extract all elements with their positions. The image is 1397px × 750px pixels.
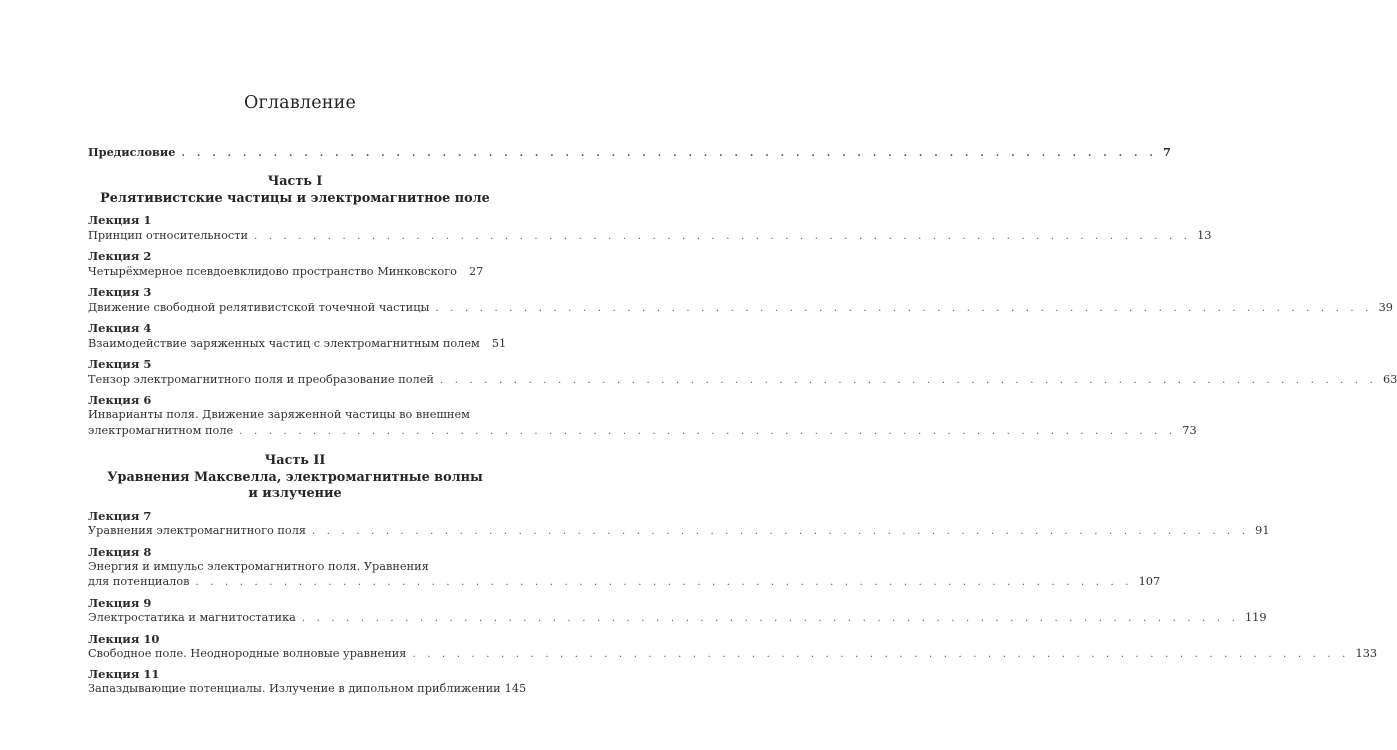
lecture-heading: Лекция 3	[88, 285, 152, 299]
toc-entry-label: Свободное поле. Неоднородные волновые уравнения	[88, 647, 407, 660]
page-title: Оглавление	[243, 93, 357, 113]
lecture-heading: Лекция 11	[88, 667, 160, 681]
lecture-heading: Лекция 8	[88, 545, 152, 559]
dot-leader: . . . . . . . . . . . . . . . . . . . . . . . . . . . . . . . . . . . . . . . . . . . . . . . . . . . . . . . . . . . . . . . .	[254, 231, 1192, 242]
page-number: 119	[1245, 611, 1267, 624]
dot-leader: . . . . . . . . . . . . . . . . . . . . . . . . . . . . . . . . . . . . . . . . . . . . . . . . . . . . . . . . . . . . . . . .	[195, 577, 1133, 588]
dot-leader: . . . . . . . . . . . . . . . . . . . . . . . . . . . . . . . . . . . . . . . . . . . . . . . . . . . . . . . . . . . . . . . .	[312, 526, 1250, 537]
toc-entry[interactable]	[88, 610, 1267, 626]
lecture-heading: Лекция 6	[88, 393, 152, 407]
toc-entry[interactable]	[88, 336, 507, 352]
page-number: 145	[504, 682, 527, 695]
toc-entry[interactable]	[88, 646, 1378, 662]
dot-leader: . . . . . . . . . . . . . . . . . . . . . . . . . . . . . . . . . . . . . . . . . . . . . . . . . . . . . . . . . . . . . . . .	[435, 303, 1373, 314]
toc-entry-label-line: Энергия и импульс электромагнитного поля. Уравнения	[88, 560, 429, 573]
dot-leader: . . . . . . . . . . . . . . . . . . . . . . . . . . . . . . . . . . . . . . . . . . . . . . . . . . . . . . . . . . . . . . . .	[301, 613, 1239, 624]
toc-entry-label: Запаздывающие потенциалы. Излучение в дипольном приближении	[88, 682, 501, 695]
toc-entry-label: Четырёхмерное псевдоевклидово пространство Минковского	[88, 265, 457, 278]
toc-entry-label-line: Инварианты поля. Движение заряженной частицы во внешнем	[88, 408, 470, 421]
toc-entry-label: Тензор электромагнитного поля и преобразование полей	[88, 373, 434, 386]
dot-leader: . . . . . . . . . . . . . . . . . . . . . . . . . . . . . . . . . . . . . . . . . . . . . . . . . . . . . . . . . . . . . . . .	[412, 649, 1350, 660]
page-number: 107	[1138, 575, 1161, 588]
dot-leader: . . . . . . . . . . . . . . . . . . . . . . . . . . . . . . . . . . . . . . . . . . . . . . . . . . . . . . . . . . . . . . . .	[239, 426, 1177, 437]
toc-entry-preface[interactable]	[88, 144, 1171, 160]
toc-entry-label: Принцип относительности	[88, 229, 248, 242]
toc-entry-label: Предисловие	[88, 145, 176, 159]
page-number: 133	[1355, 647, 1378, 660]
toc-entry[interactable]	[88, 423, 1197, 439]
lecture-heading: Лекция 9	[88, 596, 152, 610]
lecture-heading: Лекция 5	[88, 357, 152, 371]
lecture-heading: Лекция 2	[88, 249, 152, 263]
toc-entry[interactable]	[88, 228, 1212, 244]
page-number: 73	[1182, 424, 1197, 437]
page-number: 91	[1255, 524, 1270, 537]
toc-entry-label: Электростатика и магнитостатика	[88, 611, 296, 624]
page-number: 7	[1163, 145, 1171, 159]
toc-entry[interactable]	[88, 300, 1393, 316]
page-number: 63	[1383, 373, 1397, 386]
lecture-heading: Лекция 7	[88, 509, 152, 523]
toc-entry-label: Взаимодействие заряженных частиц с электромагнитным полем	[88, 337, 480, 350]
toc-entry-label: электромагнитном поле	[88, 424, 234, 437]
part-title: Релятивистские частицы и электромагнитное поле	[100, 191, 490, 206]
part-label: Часть I	[267, 174, 323, 189]
toc-entry[interactable]	[88, 523, 1270, 539]
toc-entry[interactable]	[88, 264, 484, 280]
part-label: Часть II	[264, 453, 326, 468]
toc-entry-label: для потенциалов	[88, 575, 190, 588]
toc-entry-label: Уравнения электромагнитного поля	[88, 524, 307, 537]
dot-leader: . . . . . . . . . . . . . . . . . . . . . . . . . . . . . . . . . . . . . . . . . . . . . . . . . . . . . . . . . . . . . . . .	[439, 375, 1378, 386]
toc-entry-label: Движение свободной релятивистской точечной частицы	[88, 301, 430, 314]
toc-entry[interactable]	[88, 372, 1397, 388]
lecture-heading: Лекция 1	[88, 213, 152, 227]
part-title: Уравнения Максвелла, электромагнитные волны	[107, 470, 483, 485]
page-number: 27	[468, 265, 484, 278]
toc-entry[interactable]	[88, 574, 1161, 590]
page-number: 13	[1197, 229, 1212, 242]
part-title-continued: и излучение	[248, 486, 342, 501]
page-number: 39	[1378, 301, 1393, 314]
page-number: 51	[491, 337, 507, 350]
lecture-heading: Лекция 4	[88, 321, 152, 335]
lecture-heading: Лекция 10	[88, 632, 160, 646]
dot-leader: . . . . . . . . . . . . . . . . . . . . . . . . . . . . . . . . . . . . . . . . . . . . . . . . . . . . . . . . . . . . . . . .	[181, 148, 1158, 159]
toc-entry[interactable]	[88, 681, 527, 697]
